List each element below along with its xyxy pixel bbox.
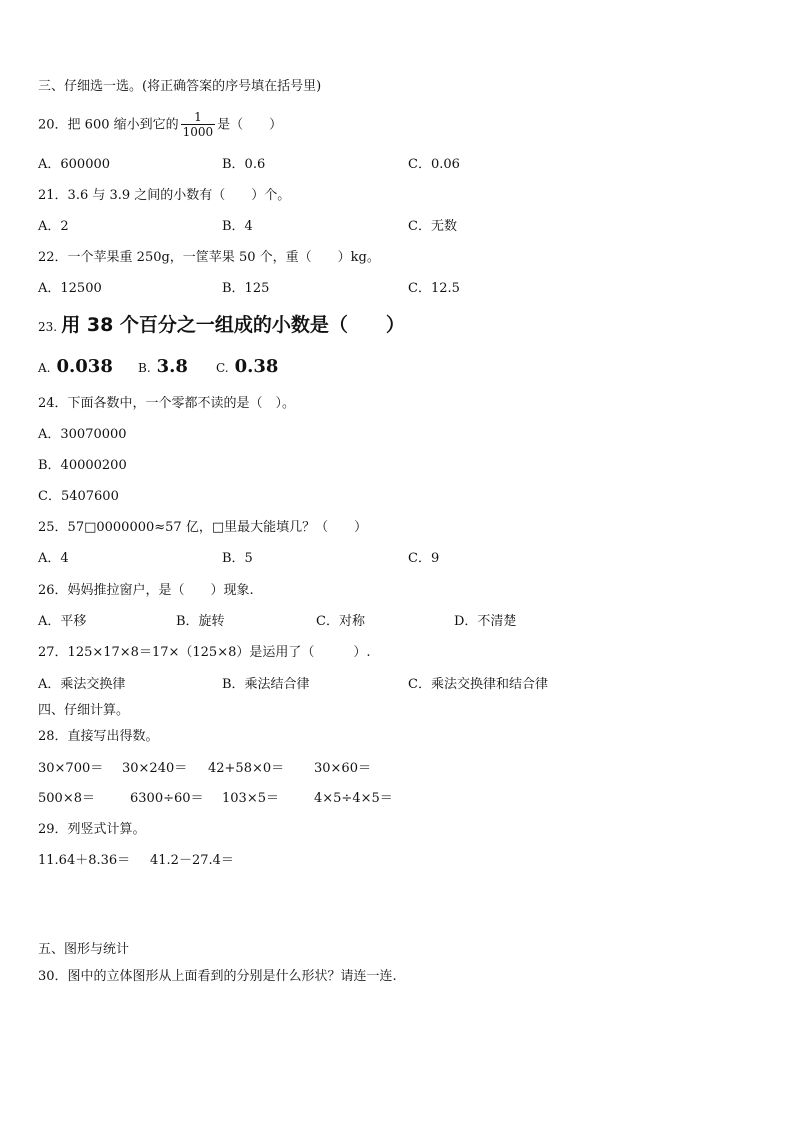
q24-option-b: B．40000200 [38,458,127,473]
question-21: 21．3.6 与 3.9 之间的小数有（ ）个。 [38,188,291,203]
q25-option-b: B．5 [222,551,253,566]
q23-option-a-value: 0.038 [56,356,113,377]
q28-item: 30×700＝ [38,761,104,776]
q21-option-b: B．4 [222,219,253,234]
q26-option-c: C．对称 [316,614,365,629]
question-23-number: 23. [38,320,58,334]
question-27: 27．125×17×8＝17×（125×8）是运用了（ ）. [38,645,371,660]
q26-option-a: A．平移 [38,614,87,629]
q28-item: 103×5＝ [222,791,279,806]
question-20 [38,110,282,140]
section-4-heading: 四、仔细计算。 [38,703,130,718]
q25-option-a: A．4 [38,551,69,566]
question-20-text: 20．把 600 缩小到它的 [38,117,179,133]
q20-option-c: C．0.06 [408,157,460,172]
question-30: 30．图中的立体图形从上面看到的分别是什么形状？请连一连. [38,969,397,984]
q23-option-a-label: A. [38,361,51,375]
question-29: 29．列竖式计算。 [38,822,146,837]
q24-option-c: C．5407600 [38,489,119,504]
q22-option-b: B．125 [222,281,270,296]
fraction [181,110,216,140]
q21-option-c: C．无数 [408,219,457,234]
section-3-heading: 三、仔细选一选。(将正确答案的序号填在括号里) [38,79,322,94]
q29-item: 41.2－27.4＝ [150,853,234,868]
q24-option-a: A．30070000 [38,427,127,442]
q27-option-c: C．乘法交换律和结合律 [408,677,548,692]
q23-option-b-value: 3.8 [156,356,188,377]
q23-option-c-label: C. [216,361,229,375]
q28-item: 42+58×0＝ [208,761,285,776]
q20-option-b: B．0.6 [222,157,266,172]
section-5-heading: 五、图形与统计 [38,942,130,957]
q23-option-b-label: B. [138,361,151,375]
question-23 [38,313,405,340]
q23-option-b [138,355,188,381]
q22-option-a: A．12500 [38,281,102,296]
q26-option-b: B．旋转 [176,614,225,629]
fraction-denominator: 1000 [182,125,214,139]
q28-item: 30×60＝ [314,761,371,776]
q26-option-d: D．不清楚 [454,614,517,629]
q20-option-a: A．600000 [38,157,111,172]
question-20-tail: 是（ ） [217,117,283,133]
q22-option-c: C．12.5 [408,281,460,296]
q29-item: 11.64＋8.36＝ [38,853,131,868]
q23-option-c [216,355,278,381]
q25-option-c: C．9 [408,551,440,566]
q28-item: 500×8＝ [38,791,95,806]
fraction-numerator: 1 [194,110,202,124]
question-28: 28．直接写出得数。 [38,729,159,744]
q23-option-c-value: 0.38 [234,356,279,377]
question-22: 22．一个苹果重 250g，一筐苹果 50 个，重（ ）kg。 [38,250,380,265]
question-25: 25．57□0000000≈57 亿，□里最大能填几？（ ） [38,520,368,535]
q28-item: 30×240＝ [122,761,188,776]
q23-option-a [38,355,113,381]
q28-item: 6300÷60＝ [130,791,204,806]
q21-option-a: A．2 [38,219,69,234]
question-26: 26．妈妈推拉窗户，是（ ）现象. [38,583,254,598]
q28-item: 4×5÷4×5＝ [314,791,393,806]
question-24: 24．下面各数中，一个零都不读的是（ ）。 [38,396,296,411]
q27-option-a: A．乘法交换律 [38,677,126,692]
q27-option-b: B．乘法结合律 [222,677,310,692]
question-23-text: 用 38 个百分之一组成的小数是（ ） [61,314,405,336]
